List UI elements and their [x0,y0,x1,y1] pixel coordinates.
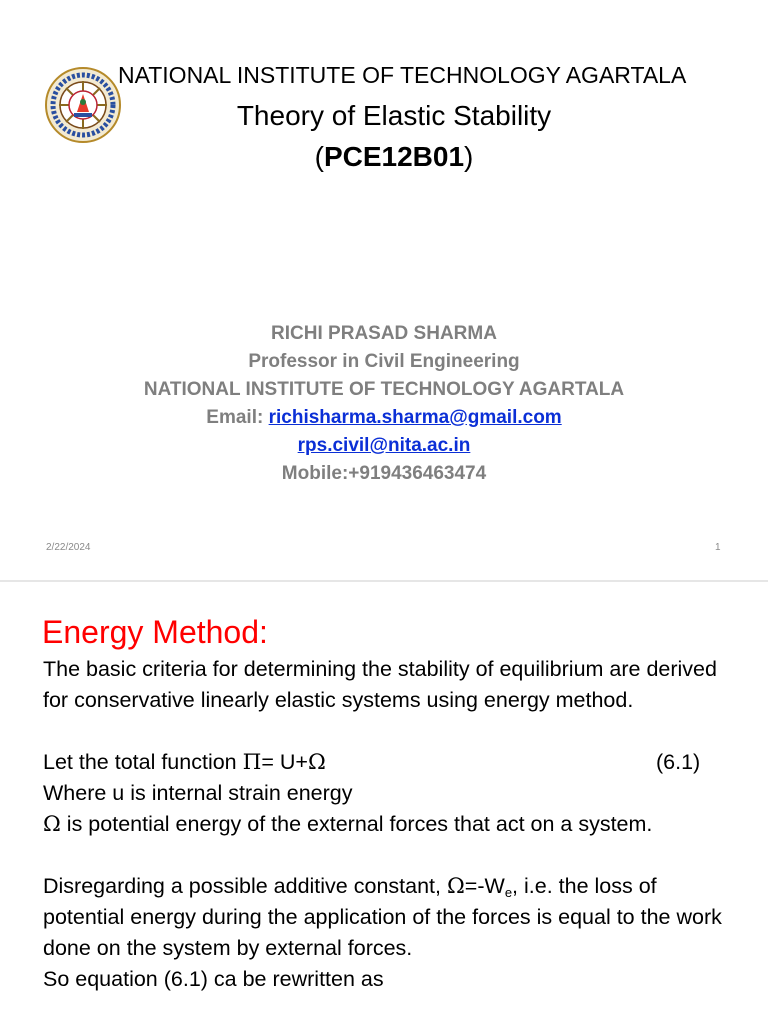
mobile-number: Mobile:+919436463474 [281,463,487,484]
institute-title: NATIONAL INSTITUTE OF TECHNOLOGY AGARTALA [118,62,687,88]
slide-body [43,654,743,995]
email-primary-link[interactable]: richisharma.sharma@gmail.com [268,407,562,428]
strain-energy-line: Where u is internal strain energy [43,781,353,805]
slide-heading: Energy Method: [42,614,268,650]
paragraph-gap [43,840,743,871]
disregard-text-b: =-W [464,874,505,898]
author-institute: NATIONAL INSTITUTE OF TECHNOLOGY AGARTALA [143,379,625,400]
page-number: 1 [715,542,721,553]
footer-date: 2/22/2024 [46,542,91,553]
course-code: PCE12B01 [323,141,465,172]
disregard-paragraph [43,871,743,964]
equation-line [43,747,743,778]
author-block [0,320,768,488]
course-code-line [0,141,768,173]
course-title: Theory of Elastic Stability [236,100,552,131]
email-secondary-link[interactable]: rps.civil@nita.ac.in [297,435,471,456]
intro-paragraph: The basic criteria for determining the stability of equilibrium are derived for conservative linearly elastic systems using energy method. [43,657,717,712]
disregard-text-a: Disregarding a possible additive constant, [43,874,447,898]
omega-symbol: Ω [446,874,465,899]
disregard-text-c: , i.e. the loss of potential energy during the application of the forces is equal to the work done on the system by external forces. [43,874,722,960]
subscript-e: e [504,885,513,900]
omega-symbol: Ω [308,750,326,775]
omega-symbol: Ω [43,812,61,837]
paragraph-gap [43,716,743,747]
course-code-open: ( [314,141,324,172]
potential-energy-line [43,809,743,840]
equation-number: (6.1) [656,750,701,774]
author-position: Professor in Civil Engineering [248,351,520,372]
equation-mid: = U+ [261,750,308,774]
pi-symbol: Π [242,750,262,775]
course-code-close: ) [464,141,474,172]
email-label: Email: [206,407,269,428]
email-secondary-line [0,432,768,460]
email-line [0,404,768,432]
equation-prefix: Let the total function [43,750,243,774]
rewrite-line: So equation (6.1) ca be rewritten as [43,967,384,991]
potential-energy-text: is potential energy of the external forces that act on a system. [60,812,653,836]
author-name: RICHI PRASAD SHARMA [271,323,497,344]
content-slide [0,582,768,1024]
